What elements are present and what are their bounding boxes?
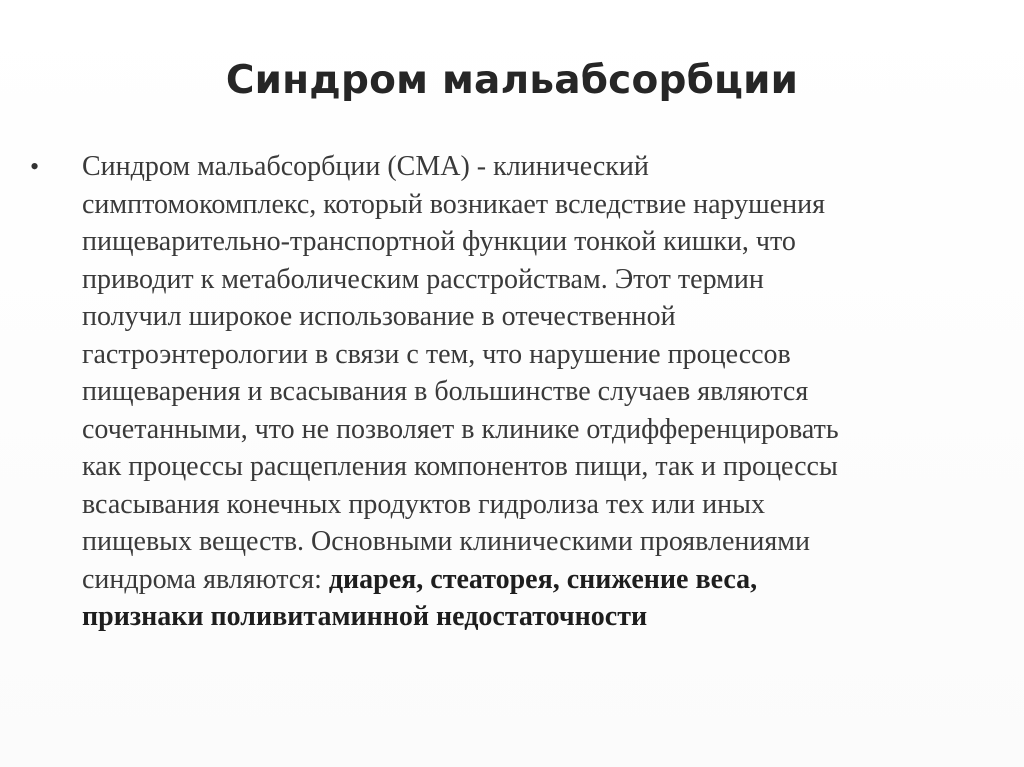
bullet-text	[82, 148, 980, 636]
text-line: пищевых веществ. Основными клиническими проявлениями	[82, 526, 810, 557]
bullet-item	[30, 148, 980, 636]
text-line: Синдром мальабсорбции (СМА) - клинический	[82, 151, 649, 182]
text-normal-segment: синдрома являются:	[82, 563, 329, 595]
text-line: гастроэнтерологии в связи с тем, что нарушение процессов	[82, 338, 791, 370]
text-line: пищеварения и всасывания в большинстве случаев являются	[82, 376, 809, 407]
text-line-mixed	[82, 561, 980, 599]
bullet-list	[30, 148, 980, 636]
bullet-marker: •	[30, 152, 40, 181]
text-line: пищеварительно-транспортной функции тонкой кишки, что	[82, 226, 796, 257]
text-line-bold: признаки поливитаминной недостаточности	[82, 601, 648, 632]
text-line: сочетанными, что не позволяет в клинике отдифференцировать	[82, 413, 839, 445]
slide-title: Синдром мальабсорбции	[225, 58, 799, 103]
text-bold-segment: диарея, стеаторея, снижение веса,	[328, 563, 758, 595]
text-line: всасывания конечных продуктов гидролиза тех или иных	[82, 488, 765, 520]
text-line: симптомокомплекс, который возникает вследствие нарушения	[82, 188, 825, 220]
text-line: приводит к метаболическим расстройствам. Этот термин	[82, 263, 764, 295]
text-line: получил широкое использование в отечественной	[82, 301, 676, 332]
text-line: как процессы расщепления компонентов пищи, так и процессы	[82, 451, 838, 482]
